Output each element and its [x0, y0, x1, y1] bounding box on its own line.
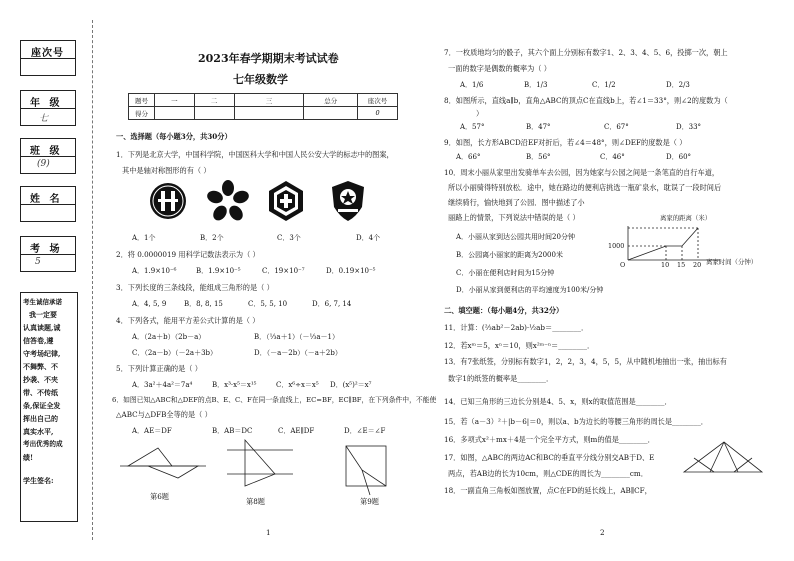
score-header-cell: 三 [234, 94, 304, 107]
q9-text: 9．如图，长方形ABCD沿EF对折后，若∠4＝48°，则∠DEF的度数是（ ） [444, 138, 687, 147]
q2-option-a[interactable]: A．1.9×10⁻⁶ [132, 267, 177, 275]
notice-line: 守考场纪律, [23, 349, 61, 358]
score-header-cell: 一 [154, 94, 194, 107]
room-label: 考 场 [30, 244, 63, 255]
q2-text: 2．将 0.0000019 用科学记数法表示为（ ） [116, 250, 260, 259]
q1-option-a[interactable]: A．1个 [132, 234, 156, 242]
q14-text: 14．已知三角形的三边长分别是4、5、x，则x的取值范围是________． [444, 397, 672, 406]
q1-option-c[interactable]: C．3个 [277, 234, 301, 242]
score-row-label: 得分 [129, 107, 155, 120]
notice-line: 条,保证全发 [23, 401, 61, 410]
room-value: 5 [35, 257, 41, 267]
q4-option-d[interactable]: D．（－a－2b）（－a＋2b） [254, 349, 342, 357]
notice-line: 带、不传纸 [23, 388, 58, 397]
q13-text: 13．有7张纸签，分别标有数字1，2，2，3，4，5，5，从中随机地抽出一张，抽出标有 [444, 357, 727, 366]
q2-option-c[interactable]: C．19×10⁻⁷ [262, 267, 305, 275]
q3-option-b[interactable]: B．8, 8, 15 [184, 300, 223, 308]
grade-value: 七 [39, 114, 49, 124]
graph-x-origin: O [620, 261, 626, 269]
q17-text: 17．如图，△ABC的两边AC和BC的垂直平分线分别交AB于D、E [444, 453, 655, 462]
q6-text: 6．如图已知△ABC和△DEF的点B、E、C、F在同一条直线上，EC=BF，EC∥BF，在下列条件中，不能使 [112, 396, 437, 404]
grade-label: 年 级 [30, 98, 63, 109]
q6-option-b[interactable]: B．AB＝DC [212, 427, 253, 435]
q5-option-d[interactable]: D．(x⁵)²＝x⁷ [330, 381, 372, 389]
q8-text: 8．如图所示，直线a∥b，直角△ABC的顶点C在直线b上，若∠1＝33°，则∠2的度数为（ [444, 96, 728, 105]
graph-x-tick: 10 [661, 261, 670, 269]
q17-text-cont: 两点，若AB边的长为10cm，则△CDE的周长为________cm． [448, 469, 648, 478]
room-box [20, 236, 76, 272]
q9-option-c[interactable]: C．46° [600, 153, 625, 161]
q1-text-cont: 其中是轴对称图形的有（ ） [122, 166, 211, 175]
q15-text: 15．若（a－3）²＋|b－6|＝0，则以a、b为边长的等腰三角形的周长是________． [444, 417, 708, 426]
name-box [20, 186, 76, 222]
q5-text: 5．下列计算正确的是（ ） [116, 364, 202, 373]
grade-box [20, 90, 76, 126]
graph-x-tick: 20 [693, 261, 702, 269]
q10-option-d[interactable]: D．小丽从家到便利店的平均速度为100米/分钟 [456, 286, 604, 294]
q2-option-b[interactable]: B．1.9×10⁻⁵ [196, 267, 241, 275]
exam-title: 2023年春学期期末考试试卷 [198, 52, 339, 65]
q6-option-d[interactable]: D．∠E＝∠F [344, 427, 386, 435]
sidebar [0, 0, 95, 561]
q3-text: 3．下列长度的三条线段，能组成三角形的是（ ） [116, 283, 274, 292]
q4-option-c[interactable]: C．（2a－b）（－2a＋3b） [132, 349, 218, 357]
q1-option-b[interactable]: B．2个 [200, 234, 224, 242]
q3-option-c[interactable]: C．5, 5, 10 [248, 300, 288, 308]
q10-option-c[interactable]: C．小丽在便利店时间为15分钟 [456, 269, 555, 277]
q10-option-a[interactable]: A．小丽从家到达公园共用时间20分钟 [456, 233, 575, 241]
q1-option-d[interactable]: D．4个 [356, 234, 381, 242]
q3-option-a[interactable]: A．4, 5, 9 [132, 300, 167, 308]
q7-option-d[interactable]: D．2/3 [666, 81, 690, 89]
q8-option-b[interactable]: B．47° [526, 123, 551, 131]
q11-text: 11．计算：(⅔ab²－2ab)·½ab＝________． [444, 323, 589, 332]
q5-option-a[interactable]: A．3a²＋4a²＝7a⁴ [132, 381, 193, 389]
graph-y-value: 1000 [608, 242, 625, 250]
score-header-cell: 总分 [304, 94, 358, 107]
q10-text-cont1: 所以小丽骑得特别放松．途中，她在路边的便利店挑选一瓶矿泉水，耽误了一段时间后 [448, 183, 722, 192]
q7-text: 7．一枚质地均匀的骰子，其六个面上分别标有数字1、2、3、4、5、6，投掷一次，朝上 [444, 48, 728, 57]
q7-text-cont: 一面的数字是偶数的概率为（ ） [448, 64, 551, 73]
notice-line: 考生诚信承诺 [23, 298, 62, 306]
student-sign: 学生签名: [23, 476, 54, 485]
q9-option-b[interactable]: B．56° [526, 153, 551, 161]
score-header-cell: 题号 [129, 94, 155, 107]
q8-option-d[interactable]: D．33° [676, 123, 702, 131]
graph-x-tick: 15 [677, 261, 686, 269]
q8-option-a[interactable]: A．57° [460, 123, 485, 131]
page-number-left: 1 [266, 528, 271, 537]
class-box [20, 138, 76, 174]
q7-option-a[interactable]: A．1/6 [460, 81, 484, 89]
score-cell[interactable] [304, 107, 358, 120]
notice-line: 抄袭、不夹 [23, 375, 58, 384]
score-cell[interactable] [154, 107, 194, 120]
figure-caption-q8: 第8题 [246, 497, 265, 506]
q8-option-c[interactable]: C．67° [604, 123, 629, 131]
score-table [128, 93, 398, 120]
figure-caption-q9: 第9题 [360, 497, 379, 506]
integrity-notice [20, 292, 78, 522]
q9-option-d[interactable]: D．60° [666, 153, 692, 161]
notice-line: 真实水平, [23, 427, 54, 436]
q18-text: 18．一副直角三角板如图放置，点C在FD的延长线上，AB∥CF， [444, 486, 652, 495]
notice-line: 绩! [23, 453, 34, 462]
notice-line: 不舞弊、不 [23, 362, 58, 371]
q1-text: 1．下列是北京大学，中国科学院，中国医科大学和中国人民公安大学的标志中的图案， [116, 150, 394, 159]
seat-value-cell: 0 [358, 107, 398, 120]
notice-line: 我一定要 [29, 310, 57, 319]
q6-option-c[interactable]: C．AE∥DF [278, 427, 315, 435]
q10-text: 10．周末小丽从家里出发骑单车去公园，因为她家与公园之间是一条笔直的自行车道， [444, 168, 720, 177]
figure-caption-q6: 第6题 [150, 492, 169, 501]
q16-text: 16．多项式x²＋mx＋4是一个完全平方式，则m的值是________． [444, 435, 655, 444]
q7-option-c[interactable]: C．1/2 [592, 81, 616, 89]
cut-line [92, 20, 93, 540]
q6-text-cont: △ABC与△DFB全等的是（ ） [116, 410, 212, 419]
q10-text-cont3: 丽路上的情景，下列说法中错误的是（ ） [448, 213, 580, 222]
q8-text-cont: ） [476, 109, 484, 118]
graph-x-label: 离家时间（分钟） [706, 258, 758, 266]
q5-option-c[interactable]: C．x⁶÷x＝x⁵ [276, 381, 319, 389]
q3-option-d[interactable]: D．6, 7, 14 [312, 300, 352, 308]
score-cell[interactable] [194, 107, 234, 120]
page-number-right: 2 [600, 528, 605, 537]
notice-line: 信答卷,遵 [23, 336, 54, 345]
class-label: 班 级 [30, 146, 63, 157]
q10-option-b[interactable]: B．公园离小丽家的距离为2000米 [456, 251, 563, 259]
name-label: 姓 名 [30, 194, 63, 205]
notice-line: 考出优秀的成 [23, 440, 63, 448]
q13-text-cont: 数字1的纸签的概率是________． [448, 374, 554, 383]
seat-box [20, 40, 76, 76]
q6-option-a[interactable]: A．AE＝DF [132, 427, 172, 435]
q5-option-b[interactable]: B．x³·x⁵＝x¹⁵ [212, 381, 257, 389]
q4-option-b[interactable]: B．（⅓a＋1）（－⅓a－1） [254, 333, 339, 341]
q10-text-cont2: 继续骑行，愉快地到了公园．图中描述了小 [448, 198, 585, 207]
q2-option-d[interactable]: D．0.19×10⁻⁵ [326, 267, 376, 275]
notice-line: 认真读题,诚 [23, 323, 61, 332]
section2-heading: 二、填空题：（每小题4分，共32分） [444, 306, 564, 315]
q12-text: 12．若xᵐ＝5，xⁿ＝10，则x²ᵐ⁻ⁿ＝________． [444, 341, 595, 350]
graph-title: 离家的距离（米） [660, 214, 712, 222]
class-value: (9) [37, 159, 50, 169]
exam-subtitle: 七年级数学 [233, 73, 288, 86]
notice-line: 挥出自己的 [23, 414, 58, 423]
q9-option-a[interactable]: A．66° [456, 153, 481, 161]
q4-text: 4．下列各式，能用平方差公式计算的是（ ） [116, 316, 260, 325]
q7-option-b[interactable]: B．1/3 [524, 81, 548, 89]
score-header-cell: 二 [194, 94, 234, 107]
seat-label: 座次号 [31, 48, 64, 59]
score-cell[interactable] [234, 107, 304, 120]
score-header-cell: 座次号 [358, 94, 398, 107]
q4-option-a[interactable]: A．（2a＋b）（2b－a） [132, 333, 206, 341]
section1-heading: 一、选择题（每小题3分，共30分） [116, 132, 232, 141]
